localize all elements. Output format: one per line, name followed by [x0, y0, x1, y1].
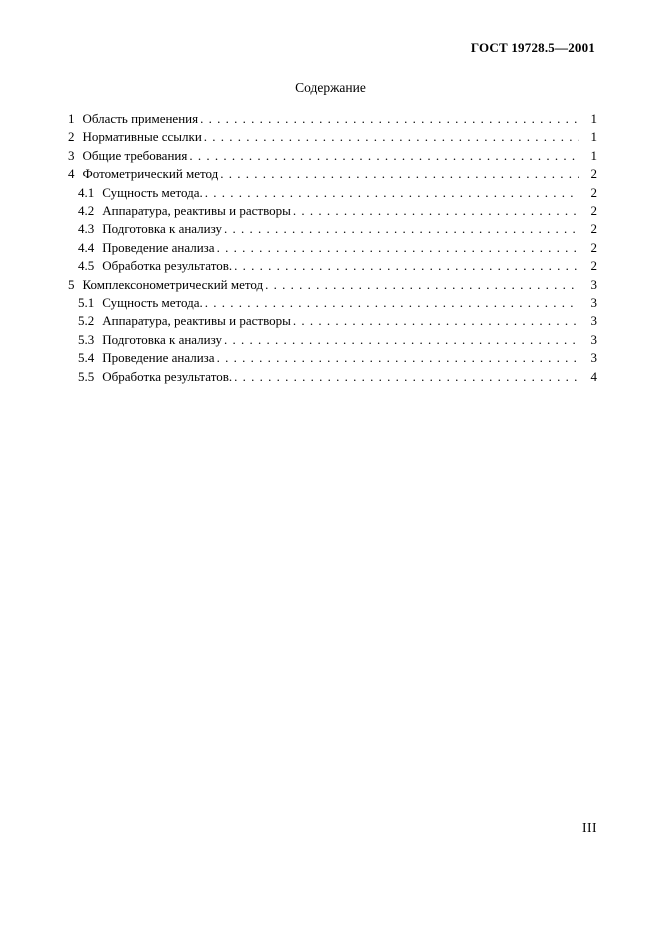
toc-entry [64, 331, 597, 349]
entry-title: Нормативные ссылки [82, 129, 202, 145]
table-of-contents [64, 110, 597, 386]
toc-entry [64, 294, 597, 312]
toc-entry [64, 312, 597, 330]
entry-page-number: 2 [590, 184, 597, 200]
dot-leader [293, 312, 579, 330]
entry-page-number: 2 [590, 258, 597, 274]
entry-number: 4 [68, 166, 75, 182]
entry-title: Обработка результатов. [102, 368, 233, 384]
entry-title: Аппаратура, реактивы и растворы [102, 313, 291, 329]
dot-leader [200, 110, 579, 128]
entry-page-number: 2 [590, 166, 597, 182]
toc-entry [64, 202, 597, 220]
toc-entry [64, 349, 597, 367]
entry-title: Фотометрический метод [82, 166, 219, 182]
toc-entry [64, 257, 597, 275]
entry-number: 4.4 [78, 239, 95, 255]
entry-number: 5.3 [78, 331, 95, 347]
entry-title: Сущность метода. [102, 295, 203, 311]
toc-entry [64, 239, 597, 257]
entry-number: 2 [68, 129, 75, 145]
entry-number: 5 [68, 276, 75, 292]
entry-page-number: 3 [590, 331, 597, 347]
entry-page-number: 2 [590, 203, 597, 219]
dot-leader [205, 294, 579, 312]
entry-number: 4.5 [78, 258, 95, 274]
toc-entry [64, 276, 597, 294]
entry-page-number: 3 [590, 350, 597, 366]
entry-title: Сущность метода. [102, 184, 203, 200]
entry-number: 5.4 [78, 350, 95, 366]
toc-entry [64, 128, 597, 146]
entry-page-number: 3 [590, 276, 597, 292]
dot-leader [234, 257, 579, 275]
toc-entry [64, 147, 597, 165]
entry-title: Обработка результатов. [102, 258, 233, 274]
dot-leader [265, 276, 579, 294]
entry-page-number: 2 [590, 221, 597, 237]
toc-entry [64, 165, 597, 183]
entry-title: Общие требования [82, 147, 188, 163]
dot-leader [217, 239, 579, 257]
toc-entry [64, 110, 597, 128]
dot-leader [204, 128, 579, 146]
entry-number: 4.2 [78, 203, 95, 219]
entry-number: 5.5 [78, 368, 95, 384]
toc-entry [64, 368, 597, 386]
dot-leader [224, 331, 579, 349]
dot-leader [217, 349, 579, 367]
entry-title: Проведение анализа [102, 239, 215, 255]
entry-number: 5.2 [78, 313, 95, 329]
entry-number: 3 [68, 147, 75, 163]
entry-page-number: 4 [590, 368, 597, 384]
doc-code-header: ГОСТ 19728.5—2001 [470, 40, 595, 55]
entry-title: Подготовка к анализу [102, 331, 222, 347]
footer-page-number: III [582, 820, 597, 835]
entry-title: Аппаратура, реактивы и растворы [102, 203, 291, 219]
entry-number: 4.3 [78, 221, 95, 237]
entry-page-number: 1 [590, 129, 597, 145]
dot-leader [234, 368, 579, 386]
entry-number: 4.1 [78, 184, 95, 200]
entry-title: Комплексонометрический метод [82, 276, 264, 292]
entry-page-number: 2 [590, 239, 597, 255]
dot-leader [189, 147, 579, 165]
entry-page-number: 1 [590, 111, 597, 126]
toc-entry [64, 184, 597, 202]
toc-entry [64, 220, 597, 238]
entry-title: Проведение анализа [102, 350, 215, 366]
entry-number: 5.1 [78, 295, 95, 311]
entry-page-number: 1 [590, 147, 597, 163]
dot-leader [293, 202, 579, 220]
dot-leader [224, 220, 579, 238]
entry-number: 1 [68, 111, 75, 126]
entry-title: Подготовка к анализу [102, 221, 222, 237]
dot-leader [220, 165, 579, 183]
contents-title: Содержание [295, 80, 366, 95]
entry-title: Область применения [82, 111, 199, 126]
entry-page-number: 3 [590, 295, 597, 311]
entry-page-number: 3 [590, 313, 597, 329]
dot-leader [205, 184, 579, 202]
